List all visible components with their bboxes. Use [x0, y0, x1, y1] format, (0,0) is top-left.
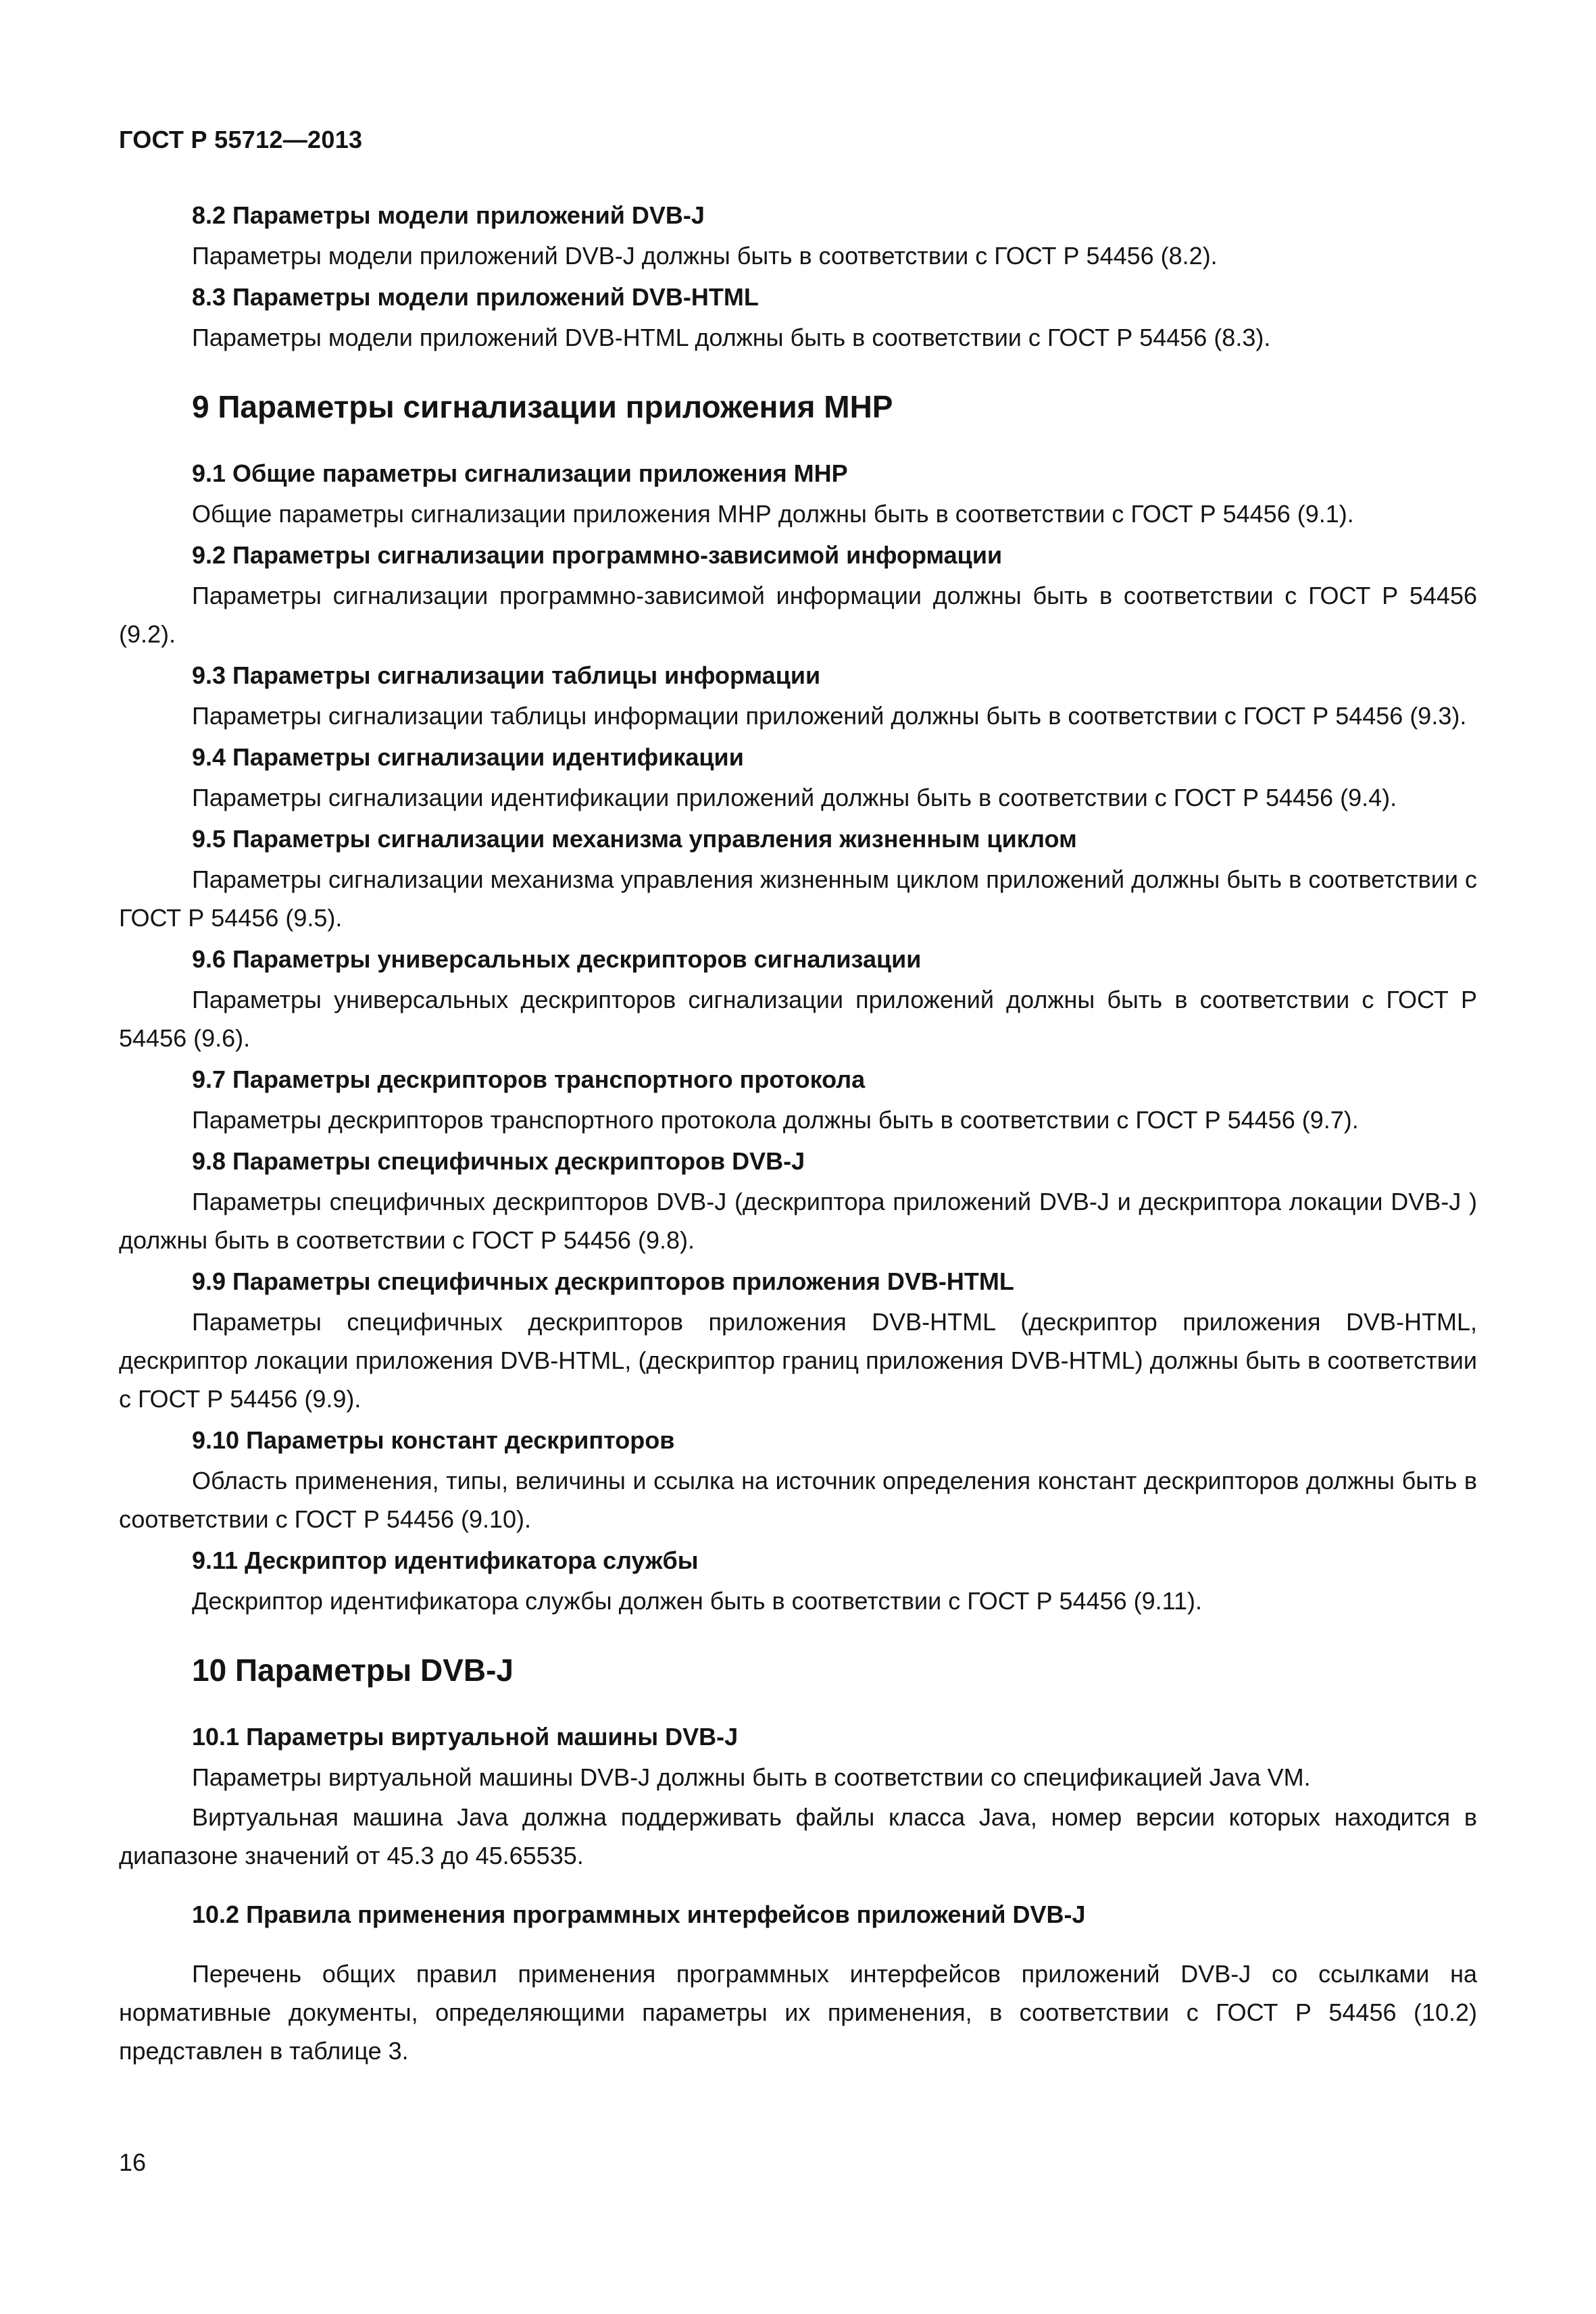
paragraph: Параметры специфичных дескрипторов DVB-J (дескриптора приложений DVB-J и дескриптора локации DVB-J ) должны быть в соответствии с ГОСТ Р 54456 (9.8).	[119, 1188, 1477, 1254]
document-body	[119, 195, 1477, 2071]
subsection-heading: 10.2 Правила применения программных интерфейсов приложений DVB-J	[192, 1901, 1086, 1928]
paragraph: Параметры сигнализации идентификации приложений должны быть в соответствии с ГОСТ Р 54456 (9.4).	[192, 784, 1397, 811]
paragraph: Параметры дескрипторов транспортного протокола должны быть в соответствии с ГОСТ Р 54456 (9.7).	[192, 1106, 1359, 1134]
paragraph: Параметры виртуальной машины DVB-J должны быть в соответствии со спецификацией Java VM.	[192, 1763, 1311, 1791]
paragraph: Перечень общих правил применения программных интерфейсов приложений DVB-J со ссылками на нормативные документы, определяющими параметры их применения, в соответствии с ГОСТ Р 54456 (10.2) представлен в таблице 3.	[119, 1960, 1477, 2065]
subsection-heading: 9.1 Общие параметры сигнализации приложения МНР	[192, 459, 848, 487]
subsection-heading: 9.11 Дескриптор идентификатора службы	[192, 1546, 699, 1574]
subsection-heading: 9.9 Параметры специфичных дескрипторов приложения DVB-HTML	[192, 1267, 1014, 1295]
paragraph: Область применения, типы, величины и ссылка на источник определения констант дескрипторов должны быть в соответствии с ГОСТ Р 54456 (9.10).	[119, 1467, 1477, 1533]
paragraph: Параметры сигнализации механизма управления жизненным циклом приложений должны быть в соответствии с ГОСТ Р 54456 (9.5).	[119, 865, 1477, 932]
subsection-heading: 9.6 Параметры универсальных дескрипторов сигнализации	[192, 945, 922, 973]
subsection-heading: 8.3 Параметры модели приложений DVB-HTML	[192, 283, 759, 311]
paragraph: Параметры модели приложений DVB-J должны быть в соответствии с ГОСТ Р 54456 (8.2).	[192, 242, 1218, 270]
paragraph: Параметры модели приложений DVB-HTML должны быть в соответствии с ГОСТ Р 54456 (8.3).	[192, 324, 1271, 351]
page-number: 16	[119, 2148, 147, 2176]
subsection-heading: 10.1 Параметры виртуальной машины DVB-J	[192, 1723, 739, 1751]
subsection-heading: 9.3 Параметры сигнализации таблицы информации	[192, 661, 821, 689]
paragraph: Дескриптор идентификатора службы должен быть в соответствии с ГОСТ Р 54456 (9.11).	[192, 1587, 1203, 1615]
subsection-heading: 9.2 Параметры сигнализации программно-зависимой информации	[192, 541, 1003, 569]
paragraph: Общие параметры сигнализации приложения МНР должны быть в соответствии с ГОСТ Р 54456 (9.1).	[192, 500, 1354, 528]
subsection-heading: 8.2 Параметры модели приложений DVB-J	[192, 201, 705, 229]
subsection-heading: 9.5 Параметры сигнализации механизма управления жизненным циклом	[192, 825, 1077, 853]
section-heading: 10 Параметры DVB-J	[192, 1653, 514, 1688]
subsection-heading: 9.8 Параметры специфичных дескрипторов DVB-J	[192, 1147, 805, 1175]
paragraph: Виртуальная машина Java должна поддерживать файлы класса Java, номер версии которых находится в диапазоне значений от 45.3 до 45.65535.	[119, 1803, 1477, 1869]
subsection-heading: 9.4 Параметры сигнализации идентификации	[192, 743, 744, 771]
subsection-heading: 9.7 Параметры дескрипторов транспортного протокола	[192, 1065, 866, 1093]
paragraph: Параметры универсальных дескрипторов сигнализации приложений должны быть в соответствии с ГОСТ Р 54456 (9.6).	[119, 986, 1477, 1052]
subsection-heading: 9.10 Параметры констант дескрипторов	[192, 1426, 675, 1454]
section-heading: 9 Параметры сигнализации приложения МНР	[192, 389, 893, 424]
document-header: ГОСТ Р 55712—2013	[119, 126, 363, 153]
paragraph: Параметры сигнализации программно-зависимой информации должны быть в соответствии с ГОСТ Р 54456 (9.2).	[119, 582, 1477, 648]
paragraph: Параметры сигнализации таблицы информации приложений должны быть в соответствии с ГОСТ Р 54456 (9.3).	[192, 702, 1467, 730]
paragraph: Параметры специфичных дескрипторов приложения DVB-HTML (дескриптор приложения DVB-HTML, дескриптор локации приложения DVB-HTML, (дескриптор границ приложения DVB-HTML) должны быть в соответствии с ГОСТ Р 54456 (9.9).	[119, 1308, 1477, 1413]
